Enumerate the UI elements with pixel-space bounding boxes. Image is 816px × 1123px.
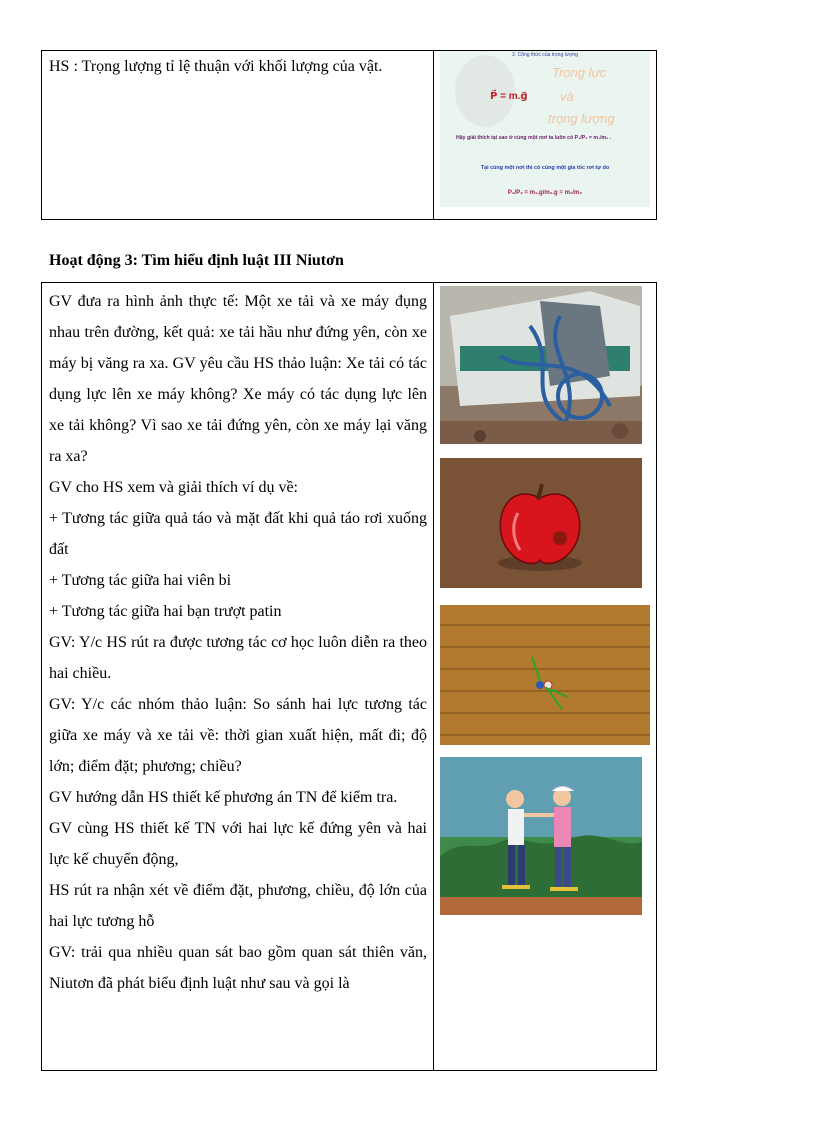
crashed-bus-image bbox=[440, 286, 642, 444]
table-2 bbox=[41, 282, 657, 1071]
apple-image bbox=[440, 458, 642, 588]
slide-result: P₁/P₂ = m₁.g/m₂.g = m₁/m₂ bbox=[507, 190, 583, 196]
slide-question: Hãy giải thích tại sao ở cùng một nơi ta luôn có P₁/P₂ = m₁/m₂ . bbox=[456, 135, 612, 141]
slide-title-1: Trọng lực bbox=[552, 65, 607, 80]
paragraph: GV cho HS xem và giải thích ví dụ về: bbox=[49, 479, 298, 496]
slide-graphic bbox=[440, 51, 650, 207]
paragraph: + Tương tác giữa hai bạn trượt patin bbox=[49, 603, 282, 620]
paragraph: HS rút ra nhận xét về điểm đặt, phương, chiều, độ lớn của hai lực tương hỗ bbox=[49, 882, 427, 930]
slide-formula: P⃗ = m.g⃗ bbox=[490, 91, 528, 102]
slide-title-2: và bbox=[560, 89, 574, 104]
gravity-slide-image bbox=[440, 51, 650, 207]
table-1 bbox=[41, 50, 657, 220]
slide-title-3: trọng lượng bbox=[548, 111, 615, 126]
table-2-text bbox=[49, 286, 427, 999]
slide-answer: Tại cùng một nơi thì có cùng một gia tốc rơi tự do bbox=[480, 165, 610, 171]
column-divider bbox=[433, 283, 434, 1070]
section-heading: Hoạt động 3: Tìm hiểu định luật III Niutơn bbox=[49, 252, 344, 269]
paragraph: GV: Y/c các nhóm thảo luận: So sánh hai lực tương tác giữa xe máy và xe tải về: thời gian xuất hiện, mất đi; độ lớn; điểm đặt; phương; chiều? bbox=[49, 696, 427, 775]
paragraph: + Tương tác giữa quả táo và mặt đất khi quả táo rơi xuống đất bbox=[49, 510, 427, 558]
column-divider bbox=[433, 51, 434, 219]
paragraph: GV: Y/c HS rút ra được tương tác cơ học luôn diễn ra theo hai chiều. bbox=[49, 634, 427, 682]
table-1-text: HS : Trọng lượng tỉ lệ thuận với khối lượng của vật. bbox=[49, 58, 383, 75]
marbles-image bbox=[440, 605, 650, 745]
paragraph: + Tương tác giữa hai viên bi bbox=[49, 572, 232, 589]
skaters-image bbox=[440, 757, 642, 915]
paragraph: GV đưa ra hình ảnh thực tế: Một xe tải và xe máy đụng nhau trên đường, kết quả: xe tải hầu như đứng yên, còn xe máy bị văng ra xa. GV yêu cầu HS thảo luận: Xe tải có tác dụng lực lên xe máy không? Xe máy có tác dụng lực lên xe tải không? Vì sao xe tải đứng yên, còn xe máy lại văng ra xa? bbox=[49, 293, 427, 465]
paragraph: GV: trải qua nhiều quan sát bao gồm quan sát thiên văn, Niutơn đã phát biểu định luật như sau và gọi là bbox=[49, 944, 427, 992]
paragraph: GV cùng HS thiết kế TN với hai lực kế đứng yên và hai lực kế chuyển động, bbox=[49, 820, 427, 868]
paragraph: GV hướng dẫn HS thiết kế phương án TN để kiểm tra. bbox=[49, 789, 398, 806]
slide-header: 2. Công thức của trọng lượng bbox=[512, 52, 578, 58]
